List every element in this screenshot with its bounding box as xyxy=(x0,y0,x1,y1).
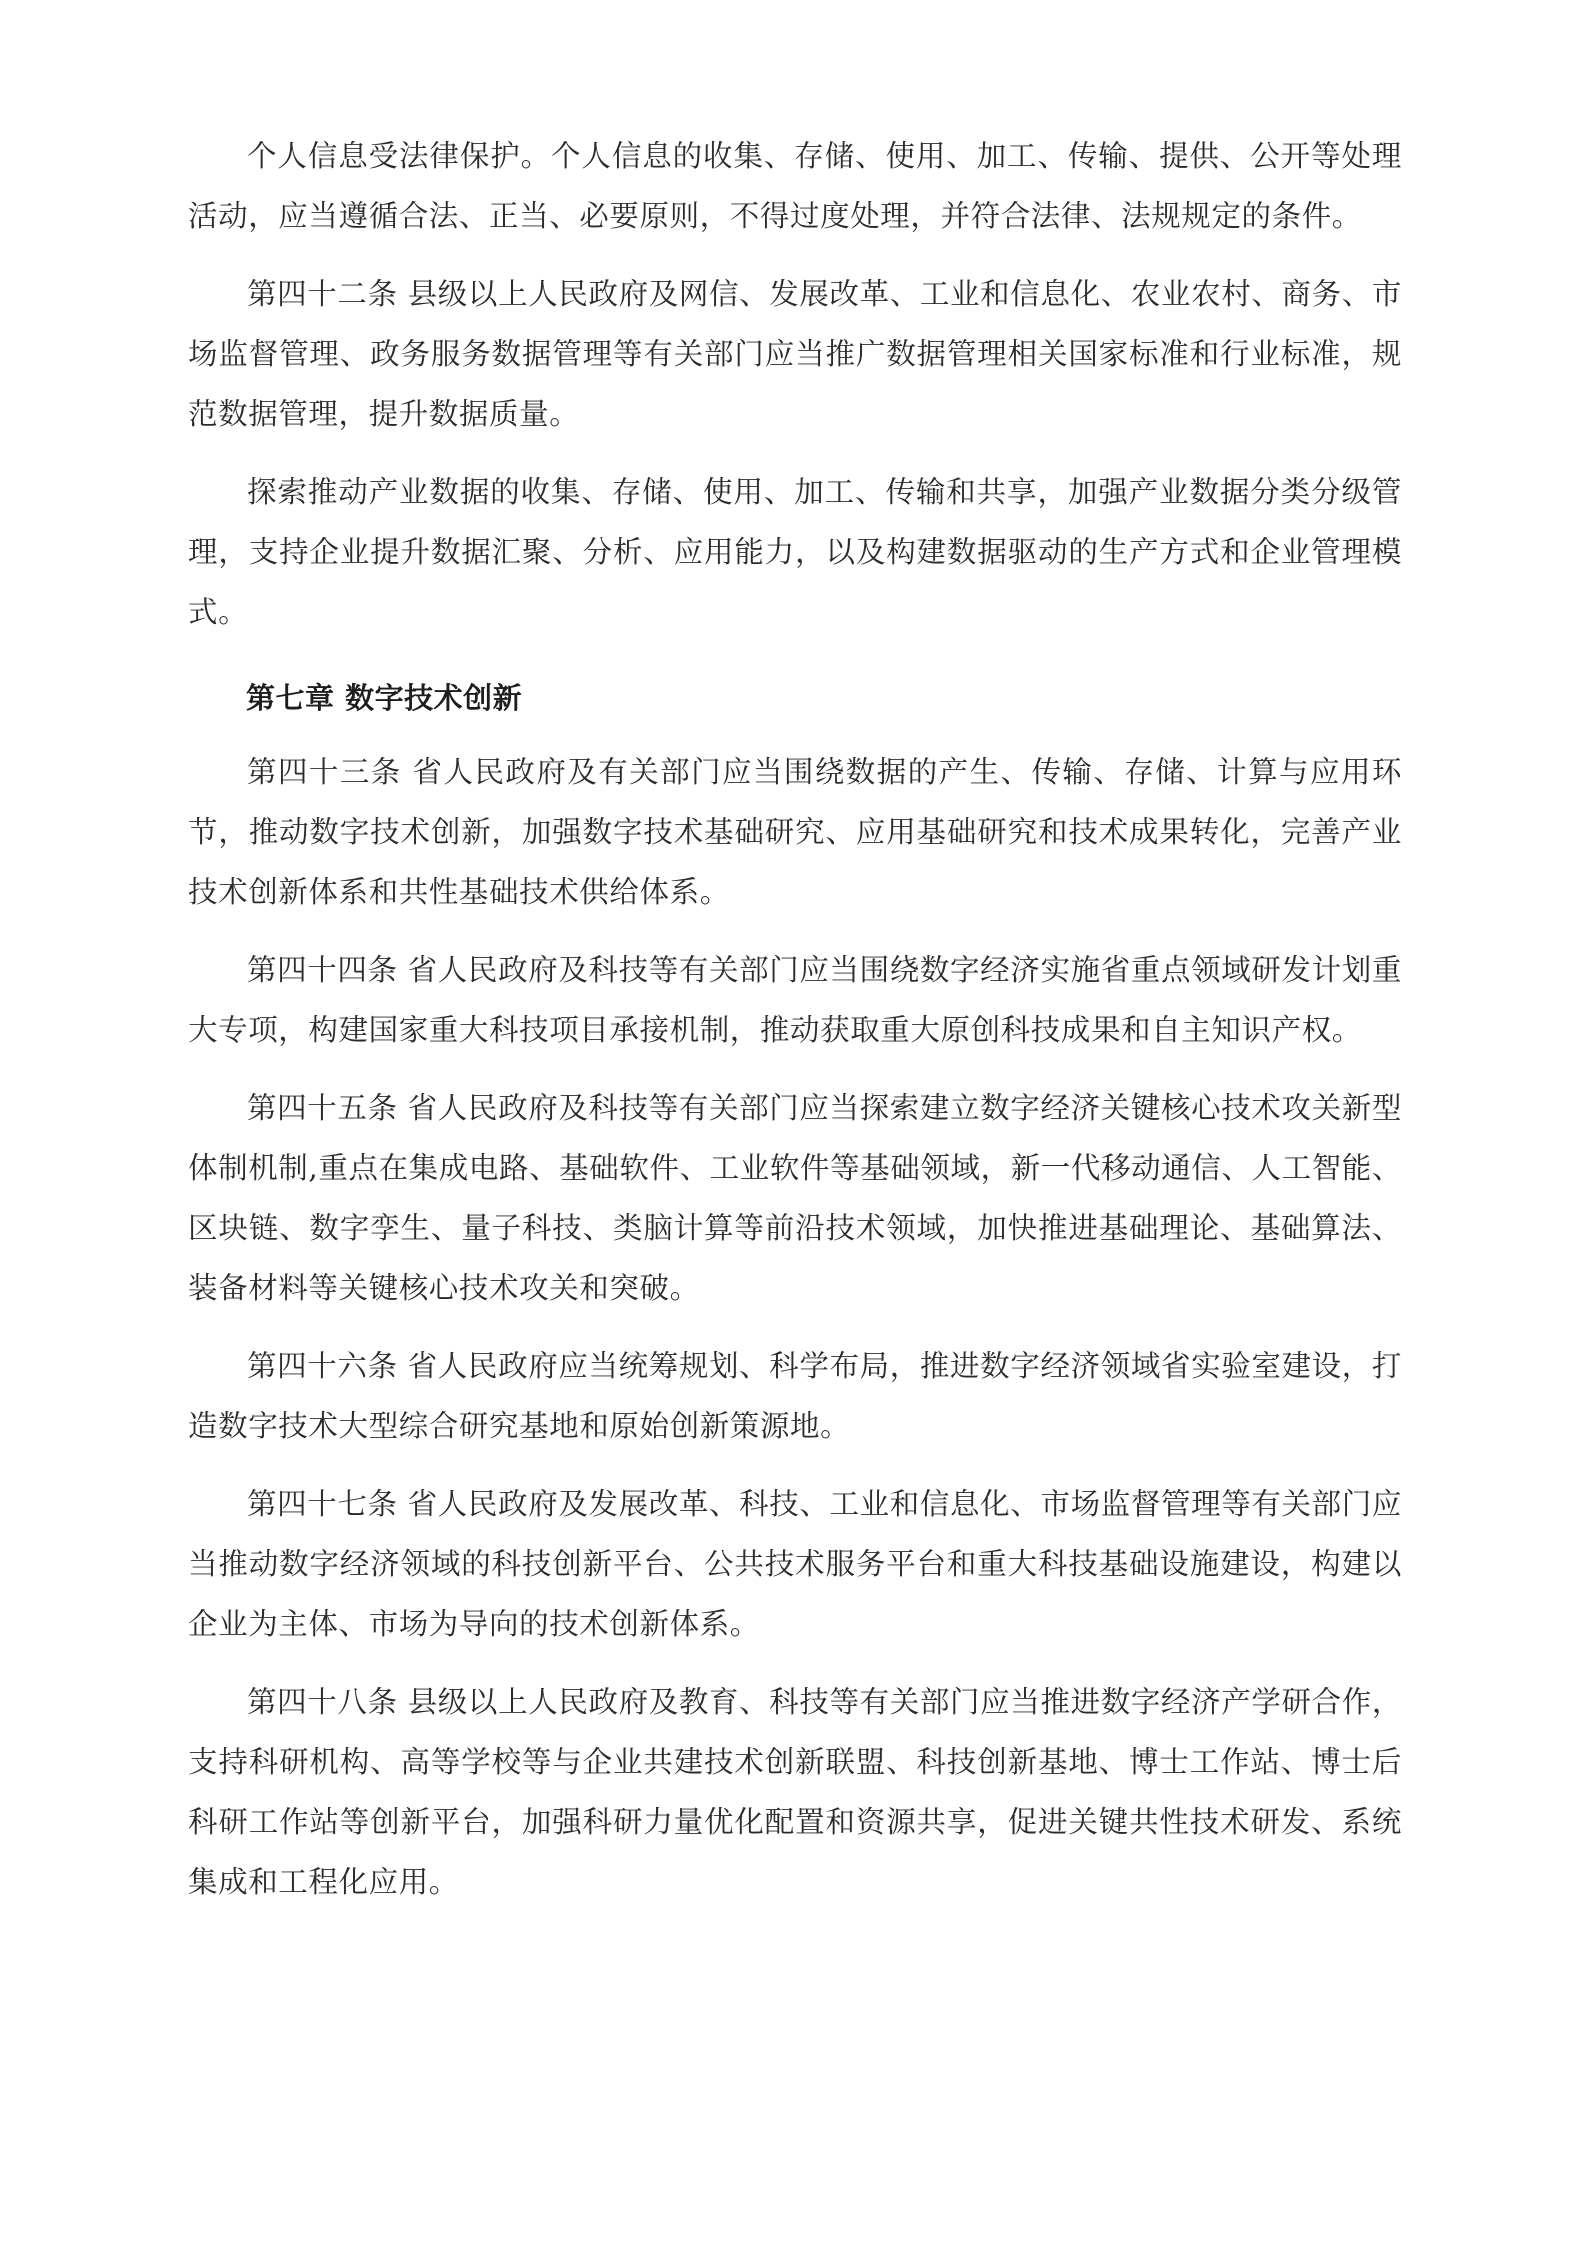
article-46: 第四十六条 省人民政府应当统筹规划、科学布局，推进数字经济领域省实验室建设，打造数字技术大型综合研究基地和原始创新策源地。 xyxy=(188,1349,1402,1443)
article-44: 第四十四条 省人民政府及科技等有关部门应当围绕数字经济实施省重点领域研发计划重大专项，构建国家重大科技项目承接机制，推动获取重大原创科技成果和自主知识产权。 xyxy=(188,953,1402,1047)
paragraph-industrial-data: 探索推动产业数据的收集、存储、使用、加工、传输和共享，加强产业数据分类分级管理，支持企业提升数据汇聚、分析、应用能力，以及构建数据驱动的生产方式和企业管理模式。 xyxy=(188,475,1402,629)
paragraph-personal-information-protection: 个人信息受法律保护。个人信息的收集、存储、使用、加工、传输、提供、公开等处理活动，应当遵循合法、正当、必要原则，不得过度处理，并符合法律、法规规定的条件。 xyxy=(188,139,1402,233)
document-body xyxy=(188,126,1402,1912)
article-48: 第四十八条 县级以上人民政府及教育、科技等有关部门应当推进数字经济产学研合作，支持科研机构、高等学校等与企业共建技术创新联盟、科技创新基地、博士工作站、博士后科研工作站等创新平台，加强科研力量优化配置和资源共享，促进关键共性技术研发、系统集成和工程化应用。 xyxy=(188,1685,1402,1899)
article-42: 第四十二条 县级以上人民政府及网信、发展改革、工业和信息化、农业农村、商务、市场监督管理、政务服务数据管理等有关部门应当推广数据管理相关国家标准和行业标准，规范数据管理，提升数据质量。 xyxy=(188,277,1402,431)
chapter-7-heading: 第七章 数字技术创新 xyxy=(246,681,523,715)
article-43: 第四十三条 省人民政府及有关部门应当围绕数据的产生、传输、存储、计算与应用环节，推动数字技术创新，加强数字技术基础研究、应用基础研究和技术成果转化，完善产业技术创新体系和共性基础技术供给体系。 xyxy=(188,755,1402,909)
article-45: 第四十五条 省人民政府及科技等有关部门应当探索建立数字经济关键核心技术攻关新型体制机制,重点在集成电路、基础软件、工业软件等基础领域，新一代移动通信、人工智能、区块链、数字孪生、量子科技、类脑计算等前沿技术领域，加快推进基础理论、基础算法、装备材料等关键核心技术攻关和突破。 xyxy=(188,1091,1402,1305)
article-47: 第四十七条 省人民政府及发展改革、科技、工业和信息化、市场监督管理等有关部门应当推动数字经济领域的科技创新平台、公共技术服务平台和重大科技基础设施建设，构建以企业为主体、市场为导向的技术创新体系。 xyxy=(188,1487,1402,1641)
